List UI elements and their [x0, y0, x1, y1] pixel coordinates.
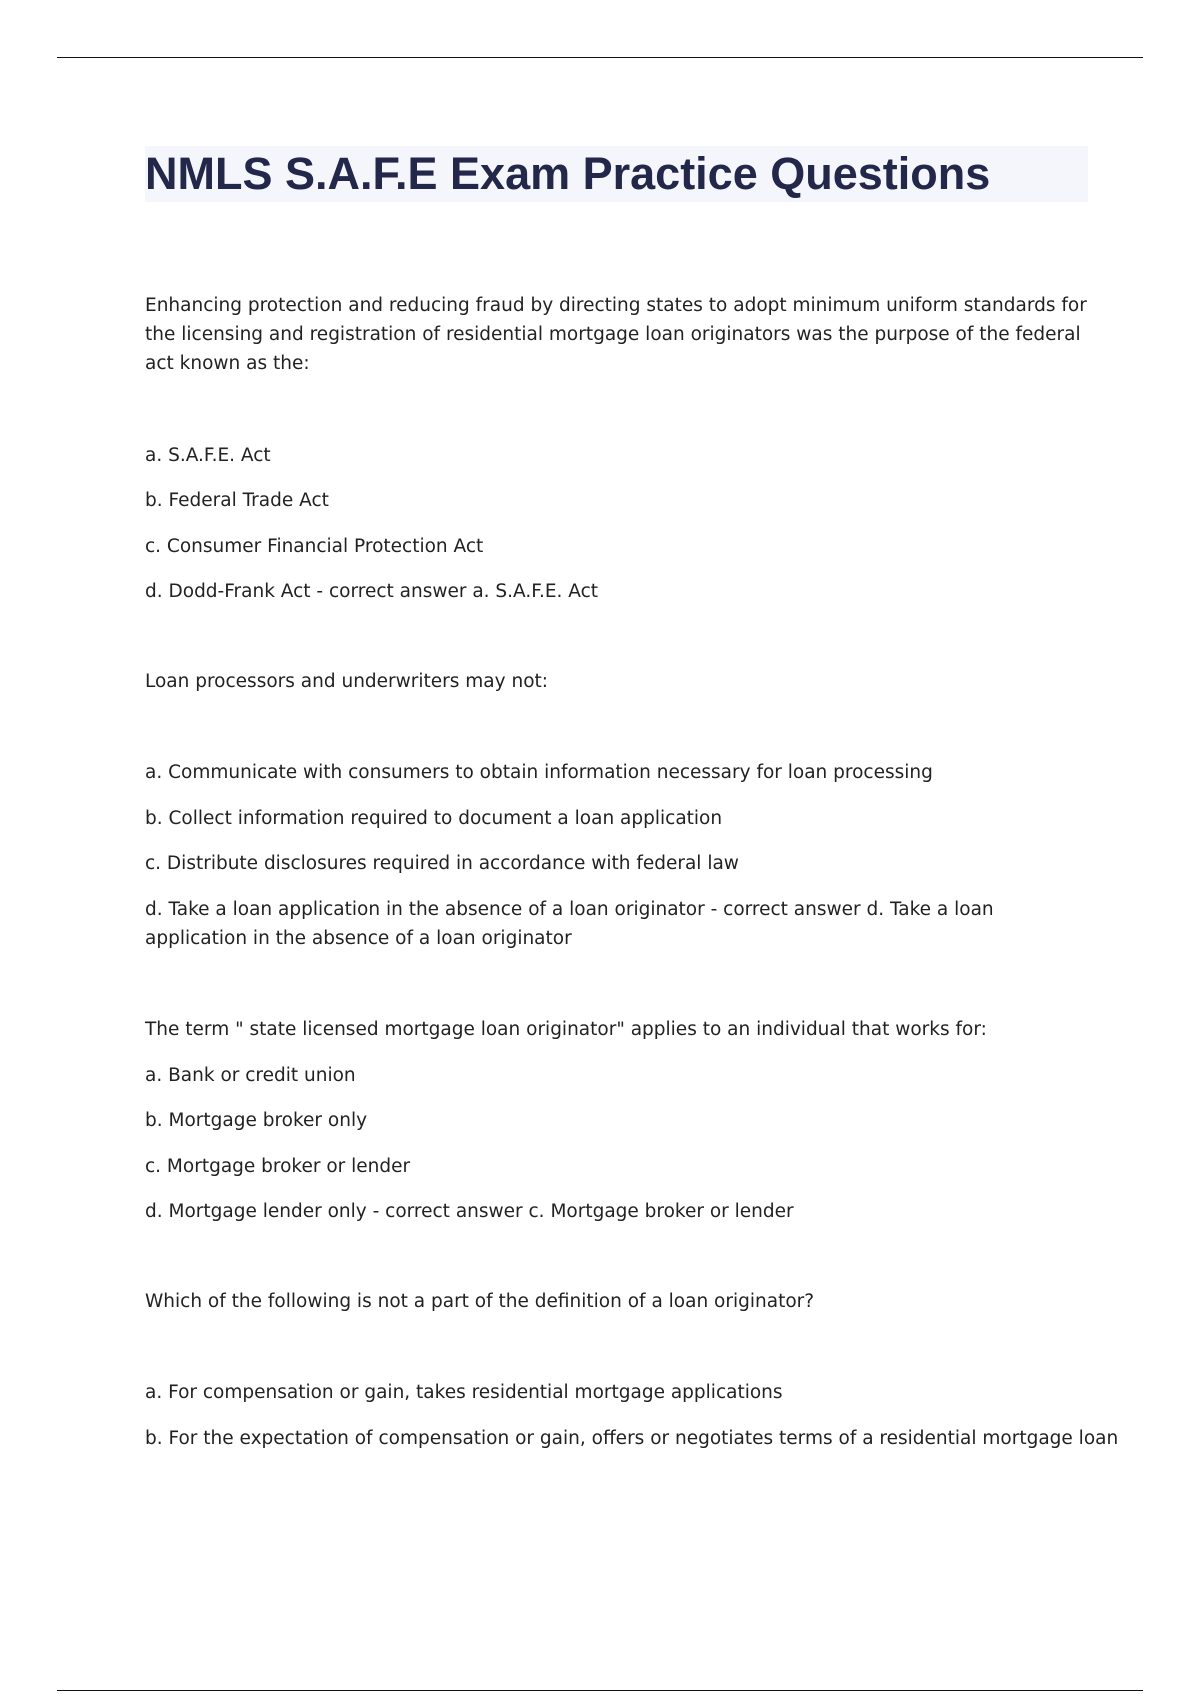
bottom-rule	[57, 1690, 1143, 1691]
question-4-option-b: b. For the expectation of compensation or gain, offers or negotiates terms of a residential mortgage loan	[145, 1428, 1119, 1449]
question-2-option-a: a. Communicate with consumers to obtain information necessary for loan processing	[145, 762, 933, 783]
question-4-prompt: Which of the following is not a part of the definition of a loan originator?	[145, 1291, 815, 1312]
question-1-option-c: c. Consumer Financial Protection Act	[145, 536, 484, 557]
question-3-option-d: d. Mortgage lender only - correct answer c. Mortgage broker or lender	[145, 1201, 794, 1222]
question-2-option-b: b. Collect information required to document a loan application	[145, 808, 723, 829]
page-title: NMLS S.A.F.E Exam Practice Questions	[145, 148, 991, 199]
question-1-option-b: b. Federal Trade Act	[145, 490, 329, 511]
question-2-option-c: c. Distribute disclosures required in accordance with federal law	[145, 853, 739, 874]
question-1-option-d: d. Dodd-Frank Act - correct answer a. S.A.F.E. Act	[145, 581, 599, 602]
question-1-prompt: Enhancing protection and reducing fraud by directing states to adopt minimum uniform standards for the licensing and registration of residential mortgage loan originators was the purpose of the federal act known as the:	[145, 295, 1087, 374]
question-2-option-d: d. Take a loan application in the absence of a loan originator - correct answer d. Take a loan application in the absence of a loan originator	[145, 899, 994, 949]
top-rule	[57, 57, 1143, 58]
question-2-prompt: Loan processors and underwriters may not:	[145, 671, 548, 692]
title-banner	[145, 146, 1088, 202]
question-1-option-a: a. S.A.F.E. Act	[145, 445, 271, 466]
question-3-option-b: b. Mortgage broker only	[145, 1110, 368, 1131]
question-3-prompt: The term " state licensed mortgage loan originator" applies to an individual that works for:	[145, 1019, 987, 1040]
question-3-option-a: a. Bank or credit union	[145, 1065, 356, 1086]
question-3-option-c: c. Mortgage broker or lender	[145, 1156, 411, 1177]
question-4-option-a: a. For compensation or gain, takes residential mortgage applications	[145, 1382, 783, 1403]
